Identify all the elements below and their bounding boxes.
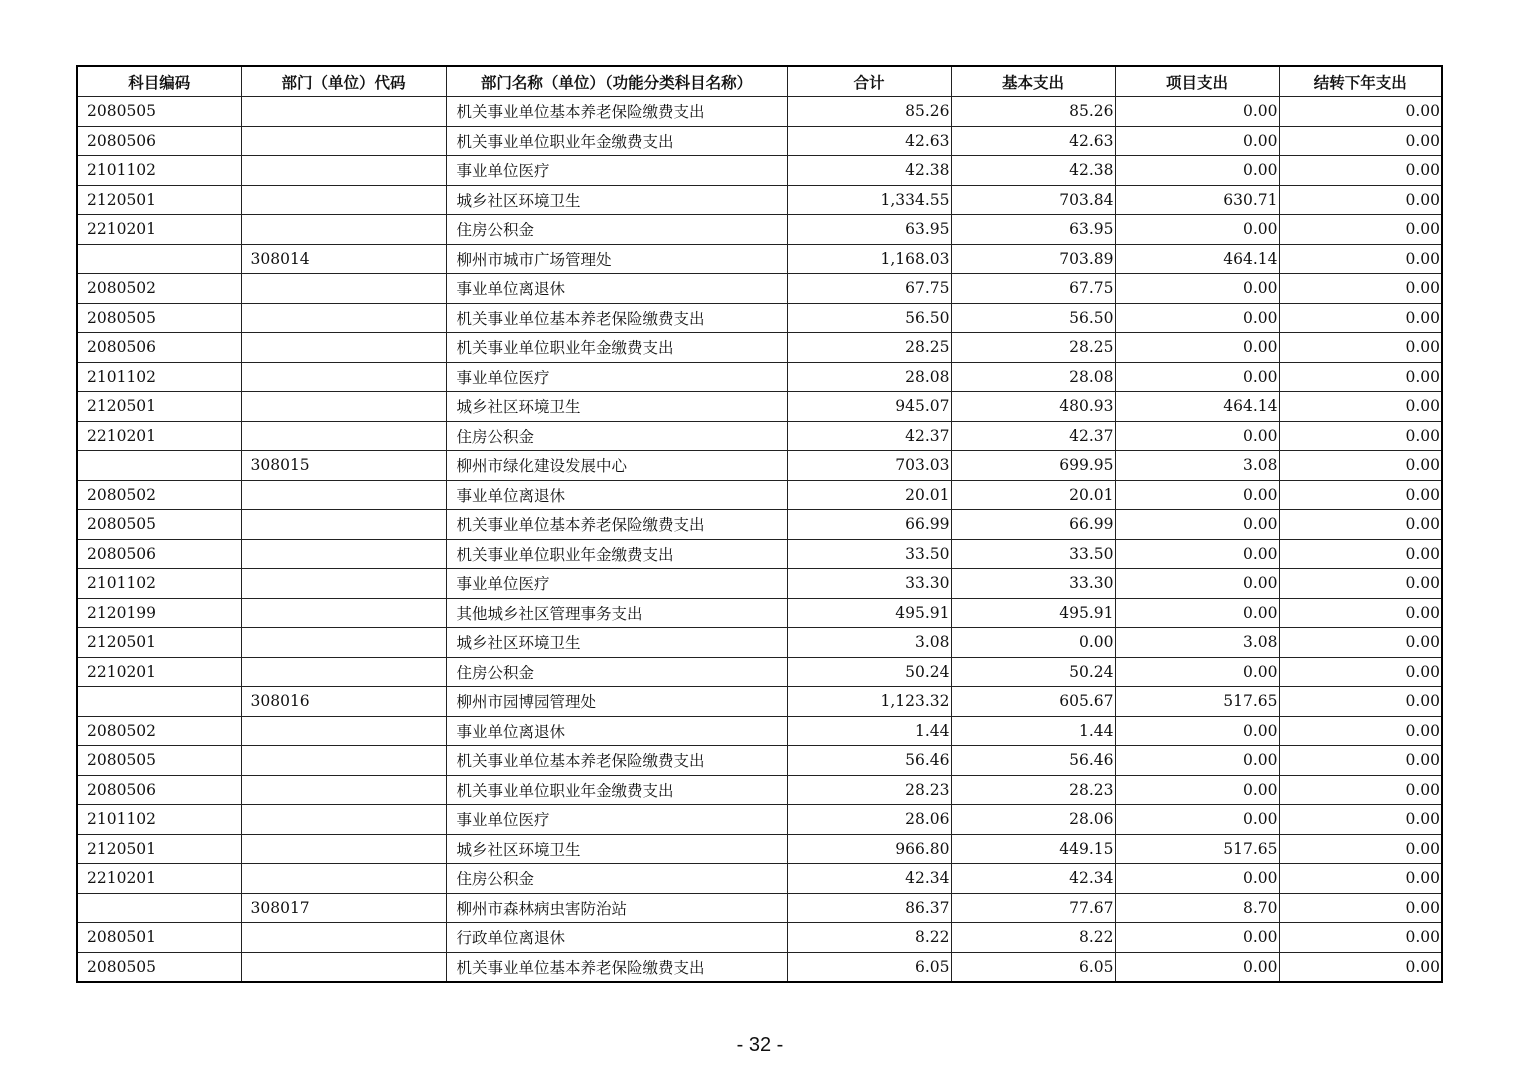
header-subject-code: 科目编码 — [77, 66, 241, 97]
cell-department-name: 事业单位离退休 — [446, 274, 787, 304]
cell-subject-code: 2080502 — [77, 274, 241, 304]
cell-department-code — [241, 480, 446, 510]
cell-basic-expenditure: 28.06 — [951, 805, 1115, 835]
header-total: 合计 — [787, 66, 951, 97]
cell-basic-expenditure: 449.15 — [951, 834, 1115, 864]
cell-subject-code — [77, 244, 241, 274]
table-row — [77, 451, 1442, 481]
cell-department-code — [241, 421, 446, 451]
cell-carryover-expenditure: 0.00 — [1279, 421, 1442, 451]
cell-department-name: 住房公积金 — [446, 215, 787, 245]
cell-carryover-expenditure: 0.00 — [1279, 628, 1442, 658]
table-row — [77, 421, 1442, 451]
cell-basic-expenditure: 66.99 — [951, 510, 1115, 540]
table-row — [77, 215, 1442, 245]
table-row — [77, 185, 1442, 215]
cell-carryover-expenditure: 0.00 — [1279, 156, 1442, 186]
cell-project-expenditure: 0.00 — [1115, 126, 1279, 156]
cell-project-expenditure: 0.00 — [1115, 480, 1279, 510]
table-row — [77, 156, 1442, 186]
cell-carryover-expenditure: 0.00 — [1279, 362, 1442, 392]
cell-project-expenditure: 0.00 — [1115, 952, 1279, 982]
cell-total: 85.26 — [787, 97, 951, 127]
table-row — [77, 274, 1442, 304]
cell-total: 33.50 — [787, 539, 951, 569]
header-department-code: 部门（单位）代码 — [241, 66, 446, 97]
cell-total: 28.25 — [787, 333, 951, 363]
table-row — [77, 923, 1442, 953]
cell-department-code — [241, 657, 446, 687]
table-row — [77, 952, 1442, 982]
cell-subject-code: 2210201 — [77, 657, 241, 687]
cell-basic-expenditure: 56.50 — [951, 303, 1115, 333]
page-number: - 32 - — [736, 1034, 784, 1056]
table-row — [77, 864, 1442, 894]
cell-department-name: 事业单位离退休 — [446, 480, 787, 510]
cell-total: 6.05 — [787, 952, 951, 982]
cell-basic-expenditure: 33.30 — [951, 569, 1115, 599]
cell-department-code — [241, 834, 446, 864]
cell-carryover-expenditure: 0.00 — [1279, 687, 1442, 717]
cell-department-code — [241, 864, 446, 894]
cell-project-expenditure: 0.00 — [1115, 333, 1279, 363]
cell-total: 966.80 — [787, 834, 951, 864]
cell-department-code — [241, 569, 446, 599]
cell-basic-expenditure: 480.93 — [951, 392, 1115, 422]
cell-project-expenditure: 0.00 — [1115, 805, 1279, 835]
cell-department-code — [241, 805, 446, 835]
cell-total: 703.03 — [787, 451, 951, 481]
table-row — [77, 628, 1442, 658]
table-row — [77, 716, 1442, 746]
cell-subject-code: 2080505 — [77, 746, 241, 776]
cell-basic-expenditure: 703.84 — [951, 185, 1115, 215]
cell-carryover-expenditure: 0.00 — [1279, 569, 1442, 599]
cell-total: 42.37 — [787, 421, 951, 451]
cell-total: 28.23 — [787, 775, 951, 805]
cell-department-code — [241, 333, 446, 363]
cell-department-code: 308015 — [241, 451, 446, 481]
cell-basic-expenditure: 63.95 — [951, 215, 1115, 245]
table-row — [77, 244, 1442, 274]
cell-department-code — [241, 539, 446, 569]
cell-department-name: 其他城乡社区管理事务支出 — [446, 598, 787, 628]
cell-subject-code — [77, 687, 241, 717]
cell-department-code — [241, 274, 446, 304]
cell-total: 1,123.32 — [787, 687, 951, 717]
cell-department-code — [241, 215, 446, 245]
cell-subject-code: 2080502 — [77, 480, 241, 510]
cell-subject-code: 2101102 — [77, 362, 241, 392]
header-department-name: 部门名称（单位）（功能分类科目名称） — [446, 66, 787, 97]
cell-department-code — [241, 303, 446, 333]
cell-total: 66.99 — [787, 510, 951, 540]
cell-department-code — [241, 775, 446, 805]
cell-total: 42.34 — [787, 864, 951, 894]
cell-department-name: 机关事业单位基本养老保险缴费支出 — [446, 952, 787, 982]
cell-carryover-expenditure: 0.00 — [1279, 480, 1442, 510]
cell-project-expenditure: 0.00 — [1115, 716, 1279, 746]
table-row — [77, 362, 1442, 392]
cell-subject-code: 2080505 — [77, 303, 241, 333]
cell-project-expenditure: 0.00 — [1115, 539, 1279, 569]
cell-department-name: 事业单位医疗 — [446, 156, 787, 186]
header-carryover-expenditure: 结转下年支出 — [1279, 66, 1442, 97]
cell-carryover-expenditure: 0.00 — [1279, 333, 1442, 363]
cell-total: 42.38 — [787, 156, 951, 186]
cell-department-name: 事业单位离退休 — [446, 716, 787, 746]
cell-department-name: 住房公积金 — [446, 864, 787, 894]
cell-department-name: 行政单位离退休 — [446, 923, 787, 953]
cell-department-code — [241, 952, 446, 982]
cell-project-expenditure: 0.00 — [1115, 215, 1279, 245]
cell-department-name: 住房公积金 — [446, 657, 787, 687]
table-row — [77, 598, 1442, 628]
cell-carryover-expenditure: 0.00 — [1279, 392, 1442, 422]
cell-department-code — [241, 362, 446, 392]
cell-carryover-expenditure: 0.00 — [1279, 893, 1442, 923]
cell-subject-code: 2080505 — [77, 952, 241, 982]
cell-basic-expenditure: 42.34 — [951, 864, 1115, 894]
cell-carryover-expenditure: 0.00 — [1279, 805, 1442, 835]
header-project-expenditure: 项目支出 — [1115, 66, 1279, 97]
cell-project-expenditure: 517.65 — [1115, 834, 1279, 864]
header-basic-expenditure: 基本支出 — [951, 66, 1115, 97]
cell-subject-code: 2101102 — [77, 805, 241, 835]
cell-project-expenditure: 0.00 — [1115, 303, 1279, 333]
cell-department-name: 机关事业单位职业年金缴费支出 — [446, 539, 787, 569]
cell-subject-code: 2120501 — [77, 185, 241, 215]
cell-total: 945.07 — [787, 392, 951, 422]
cell-subject-code: 2080505 — [77, 510, 241, 540]
cell-subject-code — [77, 451, 241, 481]
table-row — [77, 657, 1442, 687]
budget-table — [76, 65, 1443, 983]
table-row — [77, 510, 1442, 540]
cell-basic-expenditure: 28.08 — [951, 362, 1115, 392]
cell-basic-expenditure: 0.00 — [951, 628, 1115, 658]
cell-carryover-expenditure: 0.00 — [1279, 716, 1442, 746]
cell-department-code — [241, 392, 446, 422]
table-row — [77, 893, 1442, 923]
cell-department-name: 柳州市森林病虫害防治站 — [446, 893, 787, 923]
cell-department-code: 308017 — [241, 893, 446, 923]
cell-carryover-expenditure: 0.00 — [1279, 244, 1442, 274]
table-row — [77, 569, 1442, 599]
cell-subject-code: 2120501 — [77, 834, 241, 864]
cell-department-name: 机关事业单位基本养老保险缴费支出 — [446, 510, 787, 540]
cell-carryover-expenditure: 0.00 — [1279, 746, 1442, 776]
cell-department-code — [241, 716, 446, 746]
cell-department-name: 城乡社区环境卫生 — [446, 834, 787, 864]
cell-carryover-expenditure: 0.00 — [1279, 657, 1442, 687]
cell-basic-expenditure: 42.38 — [951, 156, 1115, 186]
cell-basic-expenditure: 85.26 — [951, 97, 1115, 127]
cell-department-name: 柳州市绿化建设发展中心 — [446, 451, 787, 481]
cell-basic-expenditure: 42.37 — [951, 421, 1115, 451]
cell-carryover-expenditure: 0.00 — [1279, 834, 1442, 864]
cell-carryover-expenditure: 0.00 — [1279, 864, 1442, 894]
cell-project-expenditure: 630.71 — [1115, 185, 1279, 215]
cell-subject-code — [77, 893, 241, 923]
cell-department-code — [241, 923, 446, 953]
cell-project-expenditure: 0.00 — [1115, 657, 1279, 687]
cell-carryover-expenditure: 0.00 — [1279, 510, 1442, 540]
cell-department-code — [241, 185, 446, 215]
table-header-row — [77, 66, 1442, 97]
cell-basic-expenditure: 703.89 — [951, 244, 1115, 274]
table-row — [77, 539, 1442, 569]
cell-total: 495.91 — [787, 598, 951, 628]
cell-carryover-expenditure: 0.00 — [1279, 274, 1442, 304]
cell-department-code — [241, 126, 446, 156]
cell-subject-code: 2101102 — [77, 156, 241, 186]
cell-project-expenditure: 0.00 — [1115, 510, 1279, 540]
table-row — [77, 392, 1442, 422]
cell-project-expenditure: 517.65 — [1115, 687, 1279, 717]
cell-total: 28.08 — [787, 362, 951, 392]
cell-project-expenditure: 0.00 — [1115, 97, 1279, 127]
cell-total: 67.75 — [787, 274, 951, 304]
cell-total: 50.24 — [787, 657, 951, 687]
table-row — [77, 480, 1442, 510]
cell-total: 28.06 — [787, 805, 951, 835]
cell-department-name: 城乡社区环境卫生 — [446, 628, 787, 658]
cell-department-code — [241, 510, 446, 540]
cell-project-expenditure: 0.00 — [1115, 362, 1279, 392]
cell-carryover-expenditure: 0.00 — [1279, 775, 1442, 805]
cell-project-expenditure: 464.14 — [1115, 392, 1279, 422]
cell-department-name: 机关事业单位基本养老保险缴费支出 — [446, 746, 787, 776]
cell-basic-expenditure: 67.75 — [951, 274, 1115, 304]
cell-project-expenditure: 0.00 — [1115, 274, 1279, 304]
cell-basic-expenditure: 28.23 — [951, 775, 1115, 805]
cell-department-name: 事业单位医疗 — [446, 569, 787, 599]
cell-carryover-expenditure: 0.00 — [1279, 303, 1442, 333]
cell-department-code — [241, 628, 446, 658]
table-body — [77, 97, 1442, 983]
cell-total: 86.37 — [787, 893, 951, 923]
cell-total: 1.44 — [787, 716, 951, 746]
cell-basic-expenditure: 33.50 — [951, 539, 1115, 569]
table-row — [77, 303, 1442, 333]
cell-carryover-expenditure: 0.00 — [1279, 598, 1442, 628]
cell-department-code — [241, 598, 446, 628]
table-row — [77, 805, 1442, 835]
cell-subject-code: 2080506 — [77, 126, 241, 156]
cell-basic-expenditure: 605.67 — [951, 687, 1115, 717]
cell-carryover-expenditure: 0.00 — [1279, 952, 1442, 982]
cell-project-expenditure: 0.00 — [1115, 598, 1279, 628]
cell-department-name: 城乡社区环境卫生 — [446, 392, 787, 422]
cell-total: 1,168.03 — [787, 244, 951, 274]
cell-project-expenditure: 0.00 — [1115, 864, 1279, 894]
cell-department-name: 事业单位医疗 — [446, 805, 787, 835]
cell-department-name: 机关事业单位职业年金缴费支出 — [446, 333, 787, 363]
cell-department-name: 柳州市园博园管理处 — [446, 687, 787, 717]
cell-project-expenditure: 0.00 — [1115, 156, 1279, 186]
table-row — [77, 746, 1442, 776]
cell-subject-code: 2080506 — [77, 775, 241, 805]
cell-subject-code: 2120501 — [77, 628, 241, 658]
cell-subject-code: 2210201 — [77, 421, 241, 451]
cell-subject-code: 2080505 — [77, 97, 241, 127]
cell-project-expenditure: 0.00 — [1115, 569, 1279, 599]
cell-subject-code: 2080502 — [77, 716, 241, 746]
table-row — [77, 126, 1442, 156]
cell-subject-code: 2101102 — [77, 569, 241, 599]
cell-basic-expenditure: 50.24 — [951, 657, 1115, 687]
cell-carryover-expenditure: 0.00 — [1279, 451, 1442, 481]
cell-basic-expenditure: 699.95 — [951, 451, 1115, 481]
cell-total: 56.46 — [787, 746, 951, 776]
table-row — [77, 775, 1442, 805]
cell-carryover-expenditure: 0.00 — [1279, 126, 1442, 156]
cell-total: 3.08 — [787, 628, 951, 658]
table-row — [77, 333, 1442, 363]
cell-basic-expenditure: 20.01 — [951, 480, 1115, 510]
cell-total: 63.95 — [787, 215, 951, 245]
cell-carryover-expenditure: 0.00 — [1279, 97, 1442, 127]
cell-department-name: 柳州市城市广场管理处 — [446, 244, 787, 274]
cell-project-expenditure: 0.00 — [1115, 746, 1279, 776]
cell-department-code — [241, 97, 446, 127]
cell-subject-code: 2080506 — [77, 539, 241, 569]
cell-basic-expenditure: 6.05 — [951, 952, 1115, 982]
cell-carryover-expenditure: 0.00 — [1279, 215, 1442, 245]
cell-department-code — [241, 746, 446, 776]
cell-basic-expenditure: 495.91 — [951, 598, 1115, 628]
cell-department-code — [241, 156, 446, 186]
cell-department-name: 机关事业单位基本养老保险缴费支出 — [446, 303, 787, 333]
cell-department-name: 住房公积金 — [446, 421, 787, 451]
cell-project-expenditure: 464.14 — [1115, 244, 1279, 274]
cell-department-name: 事业单位医疗 — [446, 362, 787, 392]
cell-total: 8.22 — [787, 923, 951, 953]
cell-basic-expenditure: 42.63 — [951, 126, 1115, 156]
cell-total: 1,334.55 — [787, 185, 951, 215]
cell-subject-code: 2080506 — [77, 333, 241, 363]
cell-department-name: 机关事业单位基本养老保险缴费支出 — [446, 97, 787, 127]
cell-total: 42.63 — [787, 126, 951, 156]
cell-subject-code: 2210201 — [77, 215, 241, 245]
cell-department-name: 机关事业单位职业年金缴费支出 — [446, 775, 787, 805]
cell-project-expenditure: 8.70 — [1115, 893, 1279, 923]
cell-project-expenditure: 0.00 — [1115, 775, 1279, 805]
cell-project-expenditure: 3.08 — [1115, 628, 1279, 658]
cell-department-code: 308014 — [241, 244, 446, 274]
cell-basic-expenditure: 28.25 — [951, 333, 1115, 363]
budget-table-container — [76, 65, 1441, 983]
cell-department-code: 308016 — [241, 687, 446, 717]
cell-subject-code: 2210201 — [77, 864, 241, 894]
cell-department-name: 城乡社区环境卫生 — [446, 185, 787, 215]
cell-department-name: 机关事业单位职业年金缴费支出 — [446, 126, 787, 156]
cell-subject-code: 2080501 — [77, 923, 241, 953]
cell-basic-expenditure: 1.44 — [951, 716, 1115, 746]
table-row — [77, 834, 1442, 864]
cell-carryover-expenditure: 0.00 — [1279, 923, 1442, 953]
cell-project-expenditure: 0.00 — [1115, 923, 1279, 953]
cell-basic-expenditure: 8.22 — [951, 923, 1115, 953]
cell-project-expenditure: 3.08 — [1115, 451, 1279, 481]
cell-carryover-expenditure: 0.00 — [1279, 185, 1442, 215]
cell-basic-expenditure: 77.67 — [951, 893, 1115, 923]
table-row — [77, 687, 1442, 717]
table-row — [77, 97, 1442, 127]
cell-subject-code: 2120501 — [77, 392, 241, 422]
cell-total: 33.30 — [787, 569, 951, 599]
cell-subject-code: 2120199 — [77, 598, 241, 628]
cell-basic-expenditure: 56.46 — [951, 746, 1115, 776]
cell-carryover-expenditure: 0.00 — [1279, 539, 1442, 569]
cell-total: 56.50 — [787, 303, 951, 333]
cell-total: 20.01 — [787, 480, 951, 510]
cell-project-expenditure: 0.00 — [1115, 421, 1279, 451]
